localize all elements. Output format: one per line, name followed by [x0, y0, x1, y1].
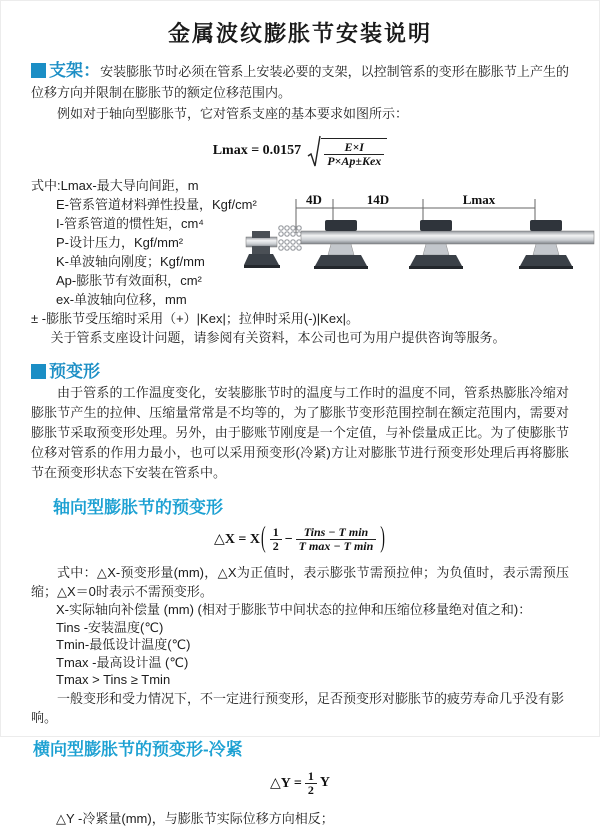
fraction-denominator: 2: [307, 782, 314, 797]
lateral-subheading: 横向型膨胀节的预变形-冷紧: [33, 739, 243, 759]
section-marker-icon: [31, 63, 46, 78]
definition-item: Tmin-最低设计温度(℃): [56, 637, 191, 652]
dimension-label: Lmax: [462, 192, 496, 207]
definition-item: Tmax > Tins ≥ Tmin: [56, 672, 171, 687]
preform-section-heading: 预变形: [49, 362, 100, 381]
fraction-numerator: Tins − T min: [296, 526, 377, 540]
lateral-note: △Y -冷紧量(mm)，与膨胀节实际位移方向相反；: [56, 810, 334, 826]
support-example-line: 例如对于轴向型膨胀节，它对管系支座的基本要求如图所示：: [57, 106, 409, 121]
axial-formula: [31, 522, 569, 555]
definition-item: K-单波轴向刚度；Kgf/mm: [56, 254, 205, 269]
half-fraction: [305, 770, 317, 797]
radical-glyph-icon: [307, 134, 321, 168]
axial-formula-lhs: △X = X: [214, 532, 261, 547]
definition-item: X-实际轴向补偿量 (mm) (相对于膨胀节中间状态的拉伸和压缩位移量绝对值之和)：: [56, 602, 532, 617]
fraction-numerator: E×I: [324, 141, 384, 155]
consult-note: 关于管系支座设计问题，请参阅有关资料，本公司也可为用户提供咨询等服务。: [50, 330, 506, 345]
lateral-formula-rhs: Y: [319, 775, 330, 790]
support-section-heading: 支架：: [49, 61, 101, 80]
definition-item: P-设计压力，Kgf/mm²: [56, 235, 184, 250]
temperature-fraction: [296, 526, 377, 553]
minus-sign: −: [284, 531, 293, 547]
preform-body-paragraph: 由于管系的工作温度变化，安装膨胀节时的温度与工作时的温度不同，管系热膨胀冷缩对膨胀节产生的拉伸、压缩量常常是不均等的，为了膨胀节变形范围控制在额定范围内，需要对膨胀节采取预变形处理。另外，由于膨账节刚度是一个定值，与补偿量成正比。为了使膨胀节位移对管系的作用力最小，也可以采用预变形(冷紧)方让对膨胀节进行预变形处理后再将膨胀节在预变形状态下安装在管系中。: [31, 385, 569, 480]
lmax-formula: [31, 134, 569, 168]
bellows-icon: [279, 226, 301, 250]
guide-support: [519, 220, 573, 269]
page-title: 金属波纹膨胀节安装说明: [167, 21, 432, 46]
section-marker-icon: [31, 364, 46, 379]
fixed-anchor: [244, 231, 280, 268]
axial-definitions-list: [56, 601, 569, 689]
lateral-formula: [31, 770, 569, 797]
support-intro-paragraph: [31, 60, 569, 103]
definition-item: E-管系管道材料弹性投量，Kgf/cm²: [56, 197, 257, 212]
definition-item: Ap-膨胀节有效面积，cm²: [56, 273, 202, 288]
lmax-formula-fraction: [324, 141, 384, 168]
lateral-formula-lhs: △Y =: [270, 775, 302, 791]
definition-item: Tins -安装温度(℃): [56, 619, 164, 635]
lmax-formula-lhs: Lmax = 0.0157: [212, 143, 302, 158]
support-intro-text: 安装膨胀节时必须在管系上安装必要的支架，以控制管系的变形在膨胀节上产生的位移方向并限制在膨胀节的额定位移范围内。: [31, 64, 569, 100]
open-paren: (: [261, 522, 266, 555]
axial-where-paragraph: 式中：△X-预变形量(mm)，△X为正值时，表示膨张节需预拉伸；为负值时，表示需预压缩；△X＝0时表示不需预变形。: [31, 565, 569, 599]
guide-support: [409, 220, 463, 269]
fraction-denominator: 2: [272, 539, 279, 553]
pipe: [301, 231, 594, 244]
fraction-numerator: 1: [305, 770, 317, 784]
plus-minus-note: ± -膨胀节受压缩时采用（+）|Kex|；拉伸时采用(-)|Kex|。: [31, 311, 359, 326]
dimension-label: 14D: [366, 192, 390, 207]
fraction-denominator: T max − T min: [298, 539, 374, 553]
half-fraction: [270, 526, 282, 553]
pipe-support-diagram: [244, 193, 596, 293]
definition-item: Tmax -最高设计温 (℃): [56, 654, 189, 670]
fraction-denominator: P×Ap±Kex: [327, 154, 382, 168]
fraction-numerator: 1: [270, 526, 282, 540]
where-label: 式中:Lmax-最大导向间距，m: [31, 178, 199, 193]
definition-item: I-管系管道的惯性矩，cm⁴: [56, 216, 204, 231]
guide-support: [314, 220, 368, 269]
definition-item: ex-单波轴向位移，mm: [56, 292, 187, 307]
radical-sign: [307, 134, 387, 168]
axial-note: 一般变形和受力情况下，不一定进行预变形，足否预变形对膨胀节的疲劳寿命几乎没有影响。: [31, 690, 565, 725]
axial-subheading: 轴向型膨胀节的预变形: [53, 498, 223, 517]
close-paren: ): [380, 522, 385, 555]
dimension-label: 4D: [306, 192, 322, 207]
preform-section-heading-row: [31, 361, 569, 383]
